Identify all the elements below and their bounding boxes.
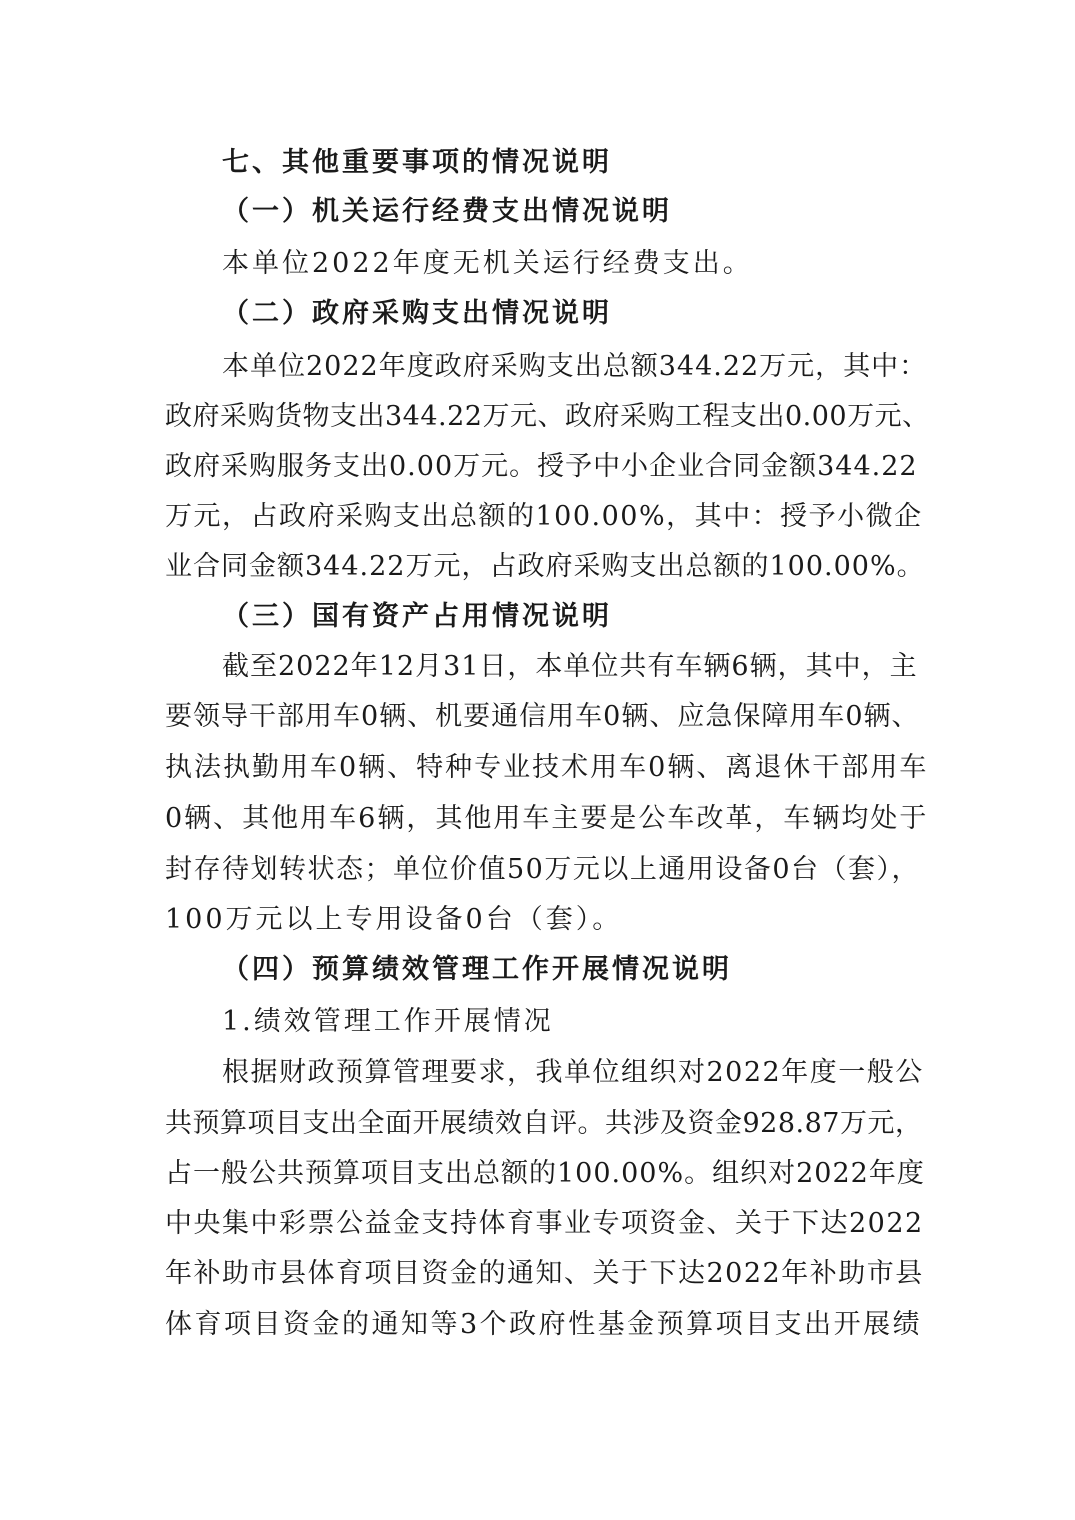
paragraph-line: 100万元以上专用设备0台（套）。 xyxy=(165,904,623,935)
paragraph-line: 中央集中彩票公益金支持体育事业专项资金、关于下达2022 xyxy=(165,1208,924,1239)
sub4-title: （四）预算绩效管理工作开展情况说明 xyxy=(222,954,732,985)
section-title: 七、其他重要事项的情况说明 xyxy=(222,147,612,178)
paragraph-line: 年补助市县体育项目资金的通知、关于下达2022年补助市县 xyxy=(165,1258,924,1289)
sub4-item1: 1.绩效管理工作开展情况 xyxy=(222,1006,554,1037)
paragraph-line: 政府采购货物支出344.22万元、政府采购工程支出0.00万元、 xyxy=(165,401,930,432)
paragraph-line: 执法执勤用车0辆、特种专业技术用车0辆、离退休干部用车 xyxy=(165,752,929,783)
paragraph-line: 封存待划转状态；单位价值50万元以上通用设备0台（套）， xyxy=(165,854,921,885)
paragraph-line: 要领导干部用车0辆、机要通信用车0辆、应急保障用车0辆、 xyxy=(165,701,920,732)
sub1-title: （一）机关运行经费支出情况说明 xyxy=(222,196,672,227)
sub2-title: （二）政府采购支出情况说明 xyxy=(222,298,612,329)
sub3-title: （三）国有资产占用情况说明 xyxy=(222,601,612,632)
paragraph-line: 共预算项目支出全面开展绩效自评。共涉及资金928.87万元， xyxy=(165,1108,923,1139)
paragraph-line: 业合同金额344.22万元，占政府采购支出总额的100.00%。 xyxy=(165,551,925,582)
paragraph-line: 截至2022年12月31日，本单位共有车辆6辆，其中，主 xyxy=(222,651,918,682)
paragraph-line: 万元，占政府采购支出总额的100.00%，其中：授予小微企 xyxy=(165,501,923,532)
paragraph-line: 0辆、其他用车6辆，其他用车主要是公车改革，车辆均处于 xyxy=(165,803,929,834)
paragraph-line: 体育项目资金的通知等3个政府性基金预算项目支出开展绩 xyxy=(165,1309,923,1340)
paragraph-line: 本单位2022年度政府采购支出总额344.22万元，其中： xyxy=(222,351,928,382)
paragraph-line: 政府采购服务支出0.00万元。授予中小企业合同金额344.22 xyxy=(165,451,918,482)
paragraph-line: 占一般公共预算项目支出总额的100.00%。组织对2022年度 xyxy=(165,1158,925,1189)
paragraph-line: 本单位2022年度无机关运行经费支出。 xyxy=(222,248,753,279)
paragraph-line: 根据财政预算管理要求，我单位组织对2022年度一般公 xyxy=(222,1057,924,1088)
